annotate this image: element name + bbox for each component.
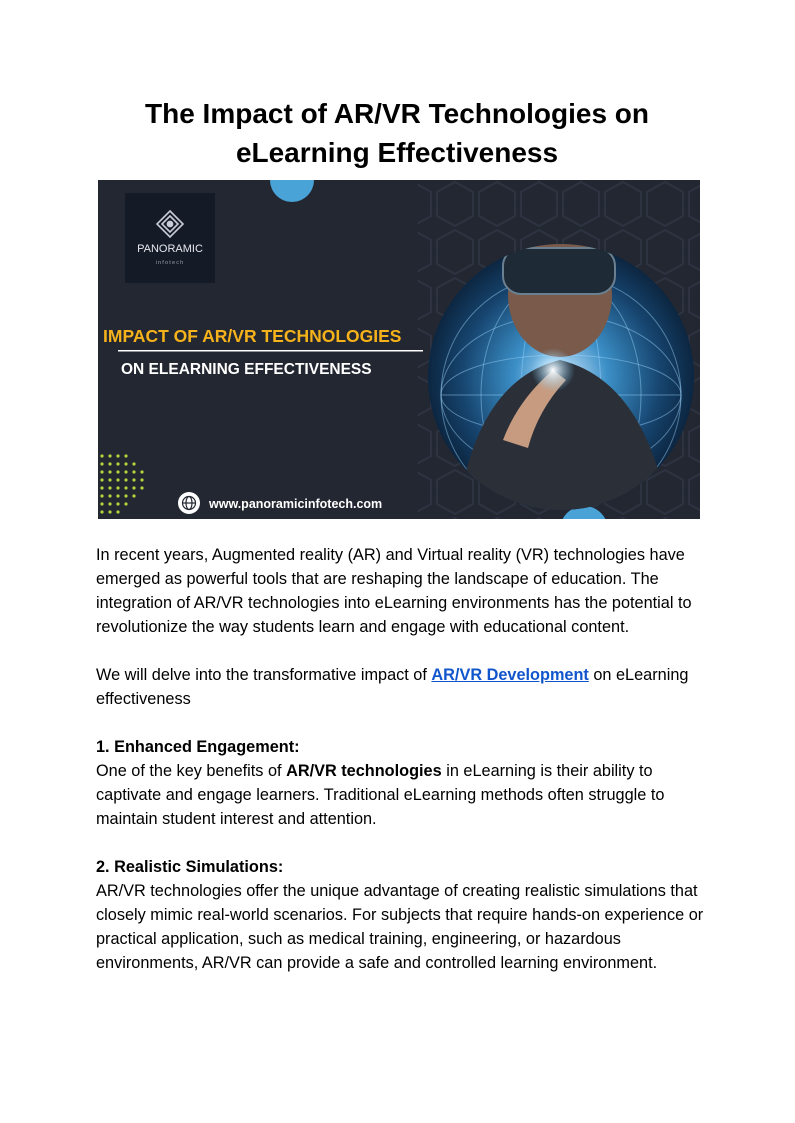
section-2-heading: 2. Realistic Simulations: xyxy=(96,858,284,876)
panoramic-logo xyxy=(125,193,215,283)
website-text: www.panoramicinfotech.com xyxy=(209,497,383,511)
banner-image xyxy=(98,180,700,519)
ar-vr-development-link[interactable]: AR/VR Development xyxy=(431,666,589,684)
section-realistic-simulations xyxy=(96,855,706,975)
document-body xyxy=(96,543,706,999)
headline-divider xyxy=(118,350,423,352)
banner-graphic xyxy=(98,180,700,519)
section-enhanced-engagement xyxy=(96,735,706,831)
touch-glow xyxy=(531,348,575,392)
intro-paragraph: In recent years, Augmented reality (AR) and Virtual reality (VR) technologies have emerged as powerful tools that are reshaping the landscape of education. The integration of AR/VR technologies into eLearning environments has the potential to revolutionize the way students learn and engage with educational content. xyxy=(96,546,692,636)
title-line-1: The Impact of AR/VR Technologies on xyxy=(144,98,650,129)
banner-headline-2: ON ELEARNING EFFECTIVENESS xyxy=(121,361,372,378)
delve-text-before: We will delve into the transformative impact of xyxy=(96,666,432,684)
section-1-text-after: in eLearning is their ability to captivate and engage learners. Traditional eLearning methods often struggle to maintain student interest and attention. xyxy=(96,762,665,828)
page-title xyxy=(96,94,698,172)
section-1-bold-term: AR/VR technologies xyxy=(286,762,442,780)
logo-subtext: infotech xyxy=(155,260,185,266)
logo-text: PANORAMIC xyxy=(137,243,203,255)
section-1-heading: 1. Enhanced Engagement: xyxy=(96,738,300,756)
delve-text-after: on eLearning effectiveness xyxy=(96,666,689,708)
section-1-text-before: One of the key benefits of xyxy=(96,762,287,780)
banner-headline-1: IMPACT OF AR/VR TECHNOLOGIES xyxy=(103,326,402,346)
section-2-text: AR/VR technologies offer the unique advantage of creating realistic simulations that closely mimic real-world scenarios. For subjects that require hands-on experience or practical application, such as medical training, engineering, or hazardous environments, AR/VR can provide a safe and controlled learning environment. xyxy=(96,882,704,972)
delve-paragraph xyxy=(96,663,706,711)
title-line-2: eLearning Effectiveness xyxy=(235,137,559,168)
vr-headset xyxy=(503,248,615,294)
